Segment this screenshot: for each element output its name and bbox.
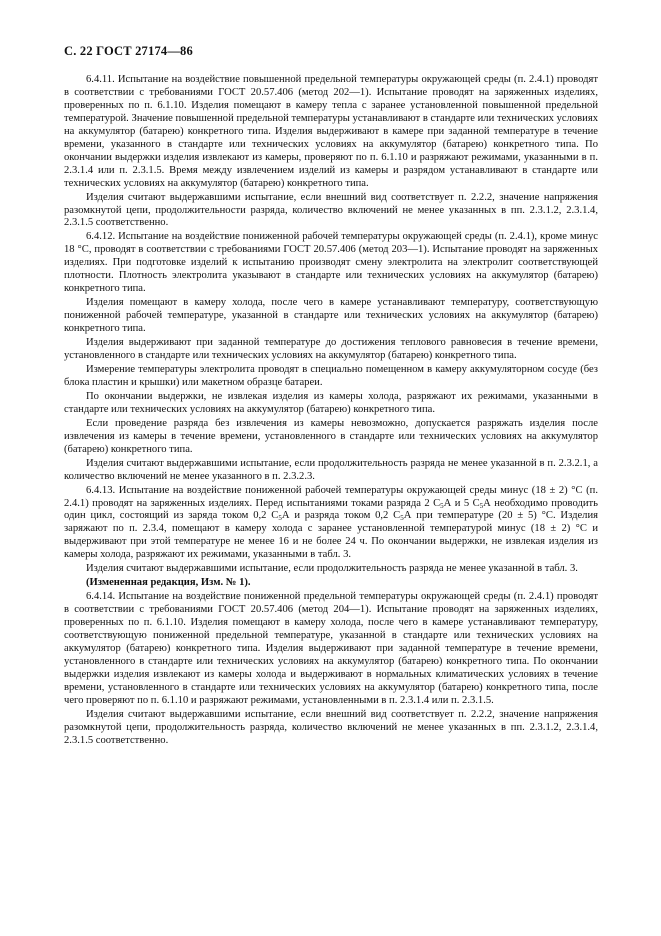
paragraph-6-4-13-part3: А необходимо проводить один цикл, состоящий из заряда током 0,2 С bbox=[64, 497, 598, 522]
paragraph-6-4-14-result: Изделия считают выдержавшими испытание, если внешний вид соответствует п. 2.2.2, значение напряжения разомкнутой цепи, продолжительность разряда, количество включений не менее указанных в пп. 2.3.1.2, 2.3.1.4, 2.3.1.5 соответственно. bbox=[64, 708, 598, 746]
paragraph-6-4-13-part2: А и 5 С bbox=[443, 497, 480, 509]
paragraph-6-4-12-result: Изделия считают выдержавшими испытание, если продолжительность разряда не менее указанной в п. 2.3.2.1, а количество включений не менее указанного в п. 2.3.2.3. bbox=[64, 457, 598, 482]
paragraph-6-4-13-result: Изделия считают выдержавшими испытание, если продолжительность разряда не менее указанной в табл. 3. bbox=[86, 563, 578, 575]
paragraph-6-4-13-part1: 6.4.13. Испытание на воздействие пониженной рабочей температуры окружающей среды минус (18 ± 2) °С (п. 2.4.1) проводят на заряженных изделиях. Перед испытаниями токами разряда 2 С bbox=[64, 484, 598, 509]
paragraph-6-4-12-alternative: Если проведение разряда без извлечения из камеры невозможно, допускается разряжать изделия после извлечения из камеры в течение времени, установленного в стандарте или технических условиях на аккумулятор (батарею) конкретного типа. bbox=[64, 417, 598, 455]
subscript-3: 5 bbox=[278, 514, 282, 523]
paragraph-6-4-14: 6.4.14. Испытание на воздействие пониженной предельной температуры окружающей среды (п. 2.4.1) проводят в соответствии с требованиями ГОСТ 20.57.406 (метод 204—1). Испытание проводят на заряженных изделиях, проверенных по п. 6.1.10. Изделия помещают в камеру холода, после чего в камере устанавливают температуру, соответствующую пониженной предельной температуре, указанной в стандарте или технических условиях на аккумулятор (батарею) конкретного типа. Изделия выдерживают при заданной температуре в течение времени, установленного в стандарте или технических условиях на аккумулятор (батарею) конкретного типа. По окончании выдержки изделия извлекают из камеры холода и выдерживают в нормальных климатических условиях в течение времени, установленного в стандарте или технических условиях на аккумулятор (батарею) конкретного типа, после чего проверяют по п. 6.1.10 и разряжают режимами, установленными в п. 2.3.1.4 или п. 2.3.1.5. bbox=[64, 591, 598, 706]
paragraph-6-4-12-discharge: По окончании выдержки, не извлекая изделия из камеры холода, разряжают их режимами, указанными в стандарте или технических условиях на аккумулятор (батарею) конкретного типа. bbox=[64, 390, 598, 415]
paragraph-6-4-12-hold: Изделия выдерживают при заданной температуре до достижения теплового равновесия в течение времени, установленного в стандарте или технических условиях на аккумулятор (батарею) конкретного типа. bbox=[64, 337, 598, 362]
paragraph-6-4-12-measure: Измерение температуры электролита проводят в специально помещенном в камеру аккумуляторном сосуде (без блока пластин и крышки) или макетном образце батареи. bbox=[64, 363, 598, 388]
subscript-1: 5 bbox=[440, 501, 444, 510]
subscript-2: 5 bbox=[479, 501, 484, 510]
document-body bbox=[64, 74, 598, 749]
page-header: С. 22 ГОСТ 27174—86 bbox=[64, 44, 193, 58]
paragraph-6-4-13-part5: А при температуре (20 ± 5) °С. Изделия заряжают по п. 2.3.4, помещают в камеру холода с заранее установленной температурой минус (18 ± 2) °С и выдерживают при этой температуре не менее 16 и не более 24 ч. По окончании выдержки, не извлекая изделия из камеры холода, разряжают их режимами, указанными в табл. 3. bbox=[64, 510, 598, 561]
paragraph-6-4-11-result: Изделия считают выдержавшими испытание, если внешний вид соответствует п. 2.2.2, значение напряжения разомкнутой цепи, продолжительности разряда, количество включений не менее указанных в пп. 2.3.1.2, 2.3.1.4, 2.3.1.5 соответственно. bbox=[64, 191, 598, 229]
paragraph-6-4-12: 6.4.12. Испытание на воздействие пониженной рабочей температуры окружающей среды (п. 2.4.1), кроме минус 18 °С, проводят в соответствии с требованиями ГОСТ 20.57.406 (метод 203—1). Испытание проводят на заряженных изделиях. При подготовке изделий к испытанию производят смену электролита на электролит соответствующей плотности. Плотность электролита указывают в стандарте или технических условиях на аккумулятор (батарею) конкретного типа. bbox=[64, 231, 598, 295]
paragraph-6-4-13 bbox=[64, 485, 598, 563]
paragraph-6-4-11: 6.4.11. Испытание на воздействие повышенной предельной температуры окружающей среды (п. 2.4.1) проводят в соответствии с требованиями ГОСТ 20.57.406 (метод 202—1). Испытание проводят на заряженных изделиях, проверенных по п. 6.1.10. Изделия помещают в камеру тепла с заранее установленной повышенной предельной температурой. Значение повышенной предельной температуры устанавливают в стандарте или технических условиях на аккумулятор (батарею) конкретного типа. Изделия выдерживают в камере при заданной температуре в течение времени, указанного в стандарте или технических условиях на аккумулятор (батарею) конкретного типа. По окончании выдержки изделия извлекают из камеры, проверяют по п. 6.1.10 и разряжают режимами, указанными в п. 2.3.1.4 или п. 2.3.1.5. Время между извлечением изделий из камеры и разрядом устанавливают в стандарте или технических условиях на аккумулятор (батарею) конкретного типа. bbox=[64, 74, 598, 189]
revision-note: (Измененная редакция, Изм. № 1). bbox=[86, 577, 251, 589]
paragraph-6-4-12-chamber: Изделия помещают в камеру холода, после чего в камере устанавливают температуру, соответствующую пониженной рабочей температуре, указанной в стандарте или технических условиях на аккумулятор (батарею) конкретного типа. bbox=[64, 297, 598, 335]
paragraph-6-4-13-part4: А и разряда током 0,2 С bbox=[281, 510, 401, 522]
subscript-4: 5 bbox=[400, 514, 404, 523]
